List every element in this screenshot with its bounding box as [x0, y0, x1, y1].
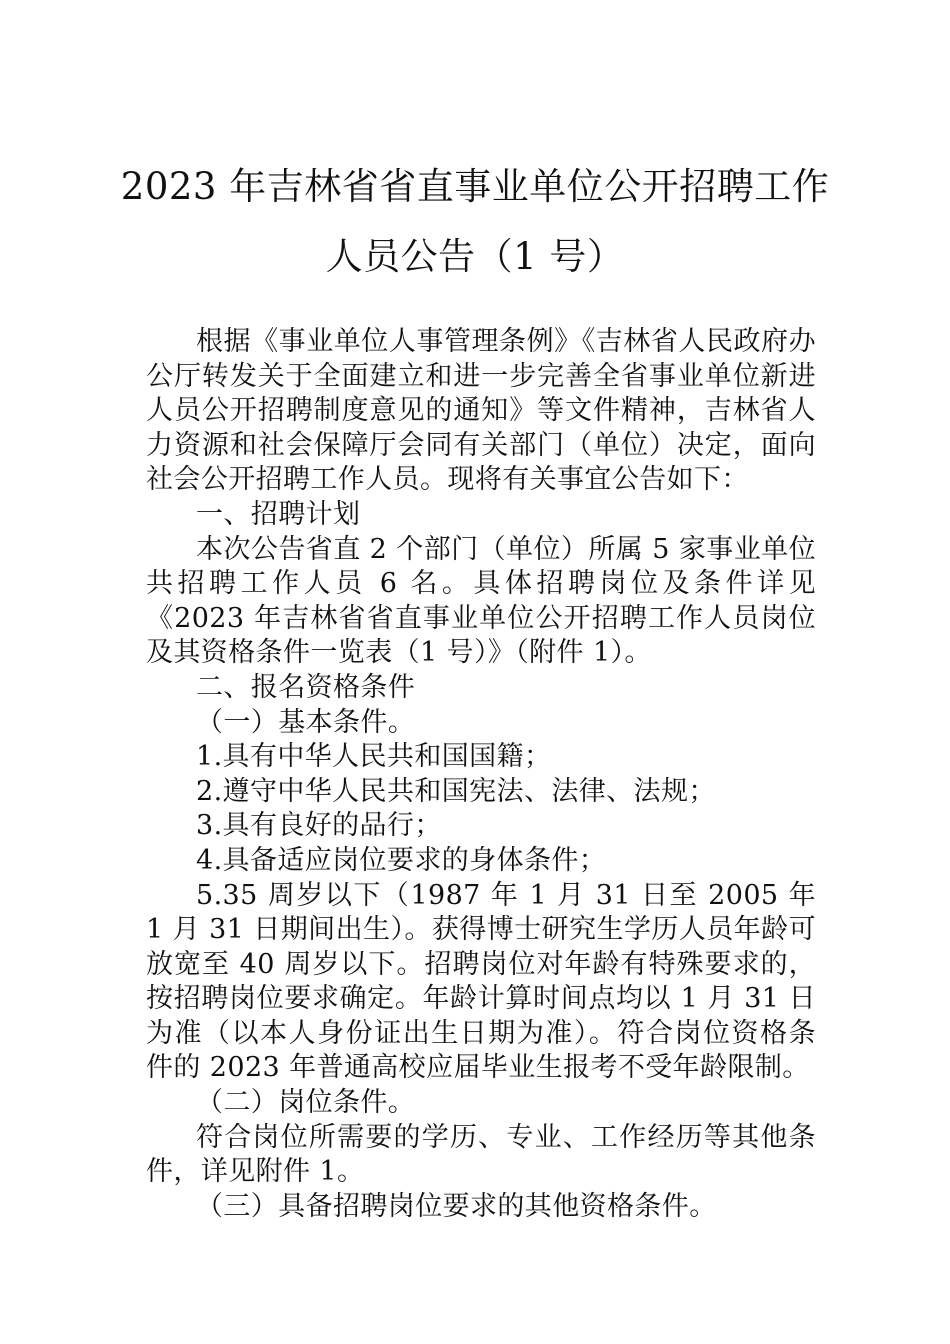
condition-item-4: 4.具备适应岗位要求的身体条件； — [196, 844, 607, 876]
subheading-basic-conditions: （一）基本条件。 — [196, 706, 416, 738]
condition-item-2: 2.遵守中华人民共和国宪法、法律、法规； — [196, 775, 716, 807]
position-conditions-paragraph: 符合岗位所需要的学历、专业、工作经历等其他条件，详见附件 1。 — [146, 1121, 816, 1188]
condition-item-5-age: 5.35 周岁以下（1987 年 1 月 31 日至 2005 年 1 月 31 日期间出生）。获得博士研究生学历人员年龄可放宽至 40 周岁以下。招聘岗位对年龄有特殊要求的，按招聘岗位要求确定。年龄计算时间点均以 1 月 31 日为准（以本人身份证出生日期为准）。符合岗位资格条件的 2023 年普通高校应届毕业生报考不受年龄限制。 — [146, 879, 816, 1084]
document-title-line-2: 人员公告（1 号） — [325, 235, 625, 278]
recruitment-plan-paragraph: 本次公告省直 2 个部门（单位）所属 5 家事业单位共招聘工作人员 6 名。具体招聘岗位及条件详见《2023 年吉林省省直事业单位公开招聘工作人员岗位及其资格条件一览表（1 号）》（附件 1）。 — [146, 533, 816, 669]
condition-item-1: 1.具有中华人民共和国国籍； — [196, 741, 552, 773]
document-title-line-1: 2023 年吉林省省直事业单位公开招聘工作 — [120, 165, 830, 208]
intro-paragraph: 根据《事业单位人事管理条例》《吉林省人民政府办公厅转发关于全面建立和进一步完善全省事业单位新进人员公开招聘制度意见的通知》等文件精神，吉林省人力资源和社会保障厅会同有关部门（单位）决定，面向社会公开招聘工作人员。现将有关事宜公告如下： — [146, 326, 816, 496]
subheading-position-conditions: （二）岗位条件。 — [196, 1087, 416, 1119]
section-heading-recruitment-plan: 一、招聘计划 — [196, 498, 361, 530]
document-body — [146, 325, 816, 1224]
section-heading-qualifications: 二、报名资格条件 — [196, 671, 416, 703]
condition-item-3: 3.具有良好的品行； — [196, 810, 442, 842]
subheading-other-conditions: （三）具备招聘岗位要求的其他资格条件。 — [196, 1190, 717, 1222]
